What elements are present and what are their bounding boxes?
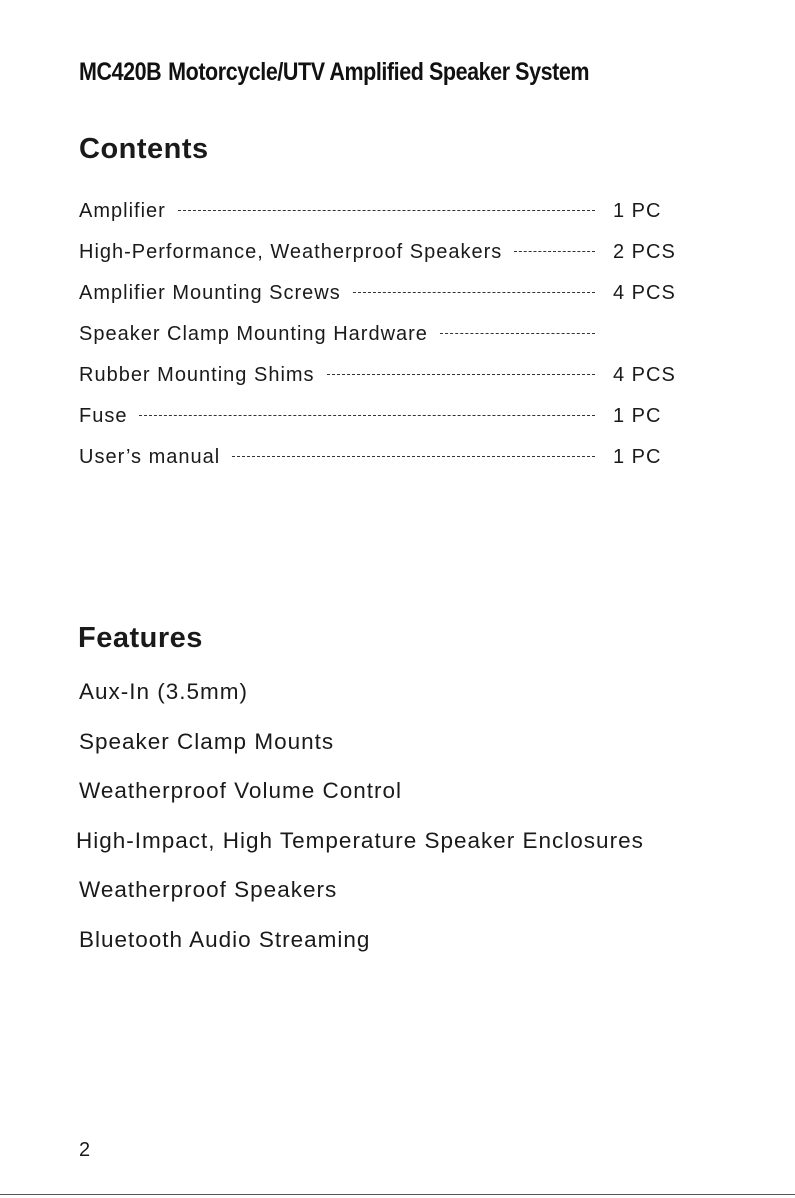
contents-list bbox=[79, 200, 679, 487]
features-heading: Features bbox=[78, 622, 203, 654]
feature-item: Bluetooth Audio Streaming bbox=[79, 926, 371, 952]
contents-item bbox=[79, 405, 679, 446]
contents-item-name: Amplifier bbox=[79, 200, 166, 222]
feature-item: Speaker Clamp Mounts bbox=[79, 728, 335, 754]
dotted-leader bbox=[139, 415, 595, 416]
feature-item: Weatherproof Volume Control bbox=[79, 778, 402, 803]
contents-item-qty: 4 PCS bbox=[613, 282, 676, 304]
contents-item-name: User’s manual bbox=[79, 446, 221, 468]
contents-item-qty: 4 PCS bbox=[613, 364, 676, 386]
contents-item bbox=[79, 364, 679, 405]
contents-item bbox=[79, 200, 679, 241]
contents-item-qty: 1 PC bbox=[613, 446, 662, 468]
contents-item-qty: 2 PCS bbox=[613, 241, 676, 263]
product-title: Motorcycle/UTV Amplified Speaker System bbox=[168, 58, 590, 86]
document-title bbox=[79, 58, 589, 87]
contents-item bbox=[79, 323, 679, 364]
contents-item bbox=[79, 241, 679, 282]
dotted-leader bbox=[327, 374, 595, 375]
contents-item-name: Rubber Mounting Shims bbox=[79, 364, 315, 386]
contents-item bbox=[79, 446, 679, 487]
contents-item-name: High-Performance, Weatherproof Speakers bbox=[79, 241, 503, 263]
page-number: 2 bbox=[79, 1139, 91, 1161]
contents-heading: Contents bbox=[79, 133, 209, 165]
dotted-leader bbox=[353, 292, 595, 293]
features-list bbox=[76, 679, 644, 976]
contents-item-name: Amplifier Mounting Screws bbox=[79, 282, 341, 304]
dotted-leader bbox=[440, 333, 595, 334]
contents-item-qty: 1 PC bbox=[613, 405, 662, 427]
dotted-leader bbox=[232, 456, 595, 457]
contents-item-name: Fuse bbox=[79, 405, 128, 427]
model-number: MC420B bbox=[79, 58, 162, 86]
contents-item bbox=[79, 282, 679, 323]
page-bottom-rule bbox=[0, 1194, 795, 1195]
dotted-leader bbox=[178, 210, 595, 211]
contents-item-qty: 1 PC bbox=[613, 200, 662, 222]
feature-item: High-Impact, High Temperature Speaker Enclosures bbox=[76, 827, 644, 853]
feature-item: Aux-In (3.5mm) bbox=[79, 679, 249, 704]
contents-item-name: Speaker Clamp Mounting Hardware bbox=[79, 323, 428, 345]
dotted-leader bbox=[514, 251, 595, 252]
feature-item: Weatherproof Speakers bbox=[79, 877, 338, 902]
